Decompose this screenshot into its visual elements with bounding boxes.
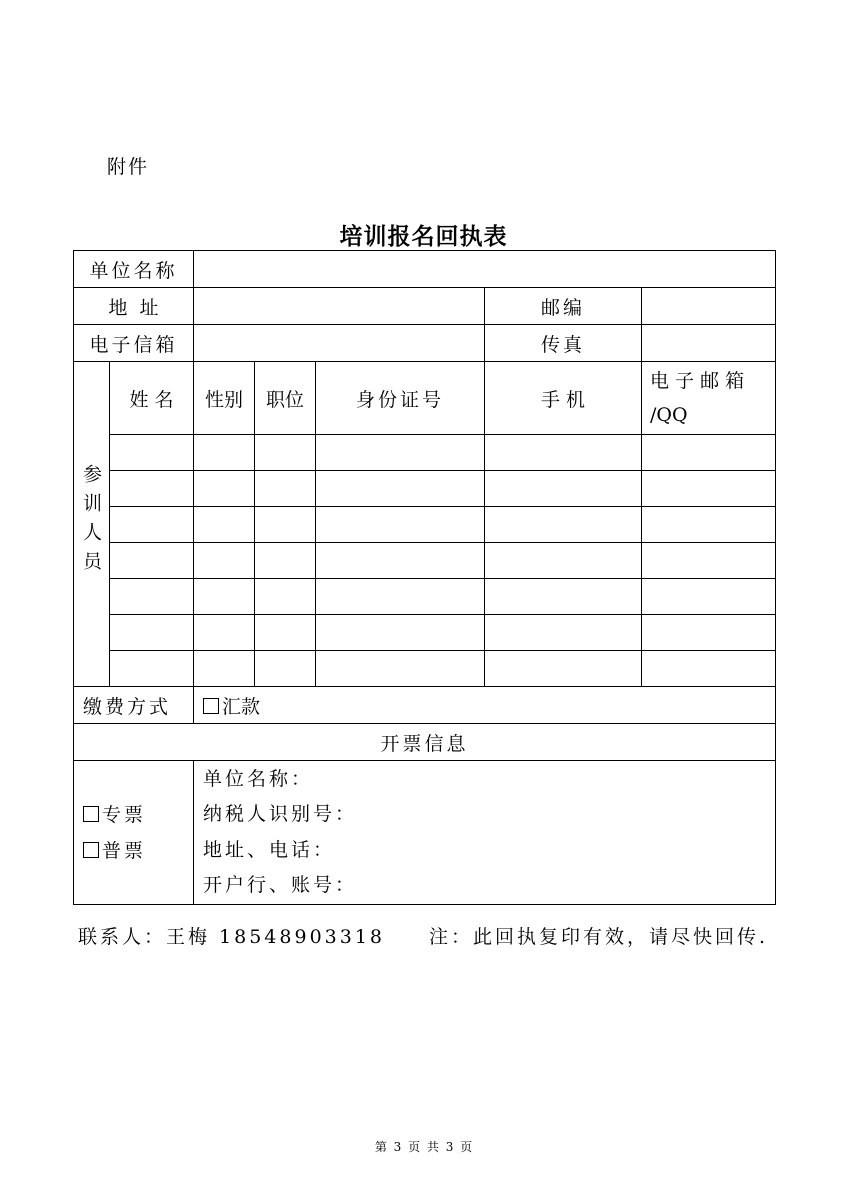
participant-name-cell[interactable]	[110, 615, 194, 651]
fax-label: 传真	[485, 325, 642, 362]
participants-group-text: 参训人员	[80, 463, 102, 580]
participant-gender-cell[interactable]	[194, 543, 255, 579]
participant-name-cell[interactable]	[110, 579, 194, 615]
participant-position-cell[interactable]	[255, 651, 316, 687]
page-number: 第 3 页 共 3 页	[374, 1140, 473, 1154]
participant-row	[74, 615, 776, 651]
participant-mobile-cell[interactable]	[485, 471, 642, 507]
participant-position-cell[interactable]	[255, 579, 316, 615]
receipt-note: 注：此回执复印有效，请尽快回传.	[429, 926, 769, 948]
participant-row	[74, 471, 776, 507]
invoice-type-normal	[83, 833, 193, 869]
participant-email-cell[interactable]	[642, 615, 776, 651]
footer-line	[78, 922, 768, 949]
col-email-qq-header	[642, 362, 776, 435]
normal-invoice-label: 普票	[102, 839, 147, 862]
participant-mobile-cell[interactable]	[485, 615, 642, 651]
participant-gender-cell[interactable]	[194, 507, 255, 543]
participant-position-cell[interactable]	[255, 507, 316, 543]
participants-header-row	[74, 362, 776, 435]
participant-position-cell[interactable]	[255, 615, 316, 651]
address-label	[74, 288, 194, 325]
participant-name-cell[interactable]	[110, 651, 194, 687]
col-name-header: 姓 名	[110, 362, 194, 435]
participant-name-cell[interactable]	[110, 435, 194, 471]
col-gender-header: 性别	[194, 362, 255, 435]
org-name-row	[74, 251, 776, 288]
participant-name-cell[interactable]	[110, 471, 194, 507]
participant-gender-cell[interactable]	[194, 615, 255, 651]
fax-field[interactable]	[642, 325, 776, 362]
participant-email-cell[interactable]	[642, 579, 776, 615]
address-row	[74, 288, 776, 325]
participant-mobile-cell[interactable]	[485, 435, 642, 471]
col-id-number-header: 身份证号	[316, 362, 485, 435]
invoice-type-options	[74, 761, 194, 905]
remittance-option-label: 汇款	[222, 695, 261, 718]
col-position-header: 职位	[255, 362, 316, 435]
email-row	[74, 325, 776, 362]
email-field[interactable]	[194, 325, 485, 362]
participant-id-cell[interactable]	[316, 471, 485, 507]
participant-mobile-cell[interactable]	[485, 507, 642, 543]
invoice-details-row	[74, 761, 776, 905]
email-label: 电子信箱	[74, 325, 194, 362]
invoice-field-bank-account[interactable]: 开户行、账号：	[203, 874, 358, 896]
participant-mobile-cell[interactable]	[485, 543, 642, 579]
participant-position-cell[interactable]	[255, 543, 316, 579]
participant-gender-cell[interactable]	[194, 579, 255, 615]
invoice-title-row	[74, 724, 776, 761]
participant-id-cell[interactable]	[316, 507, 485, 543]
invoice-type-special	[83, 797, 193, 833]
normal-invoice-checkbox[interactable]	[83, 842, 99, 858]
payment-options	[194, 687, 776, 724]
participant-position-cell[interactable]	[255, 435, 316, 471]
participant-id-cell[interactable]	[316, 651, 485, 687]
participant-row	[74, 543, 776, 579]
invoice-fields	[194, 761, 776, 905]
participant-email-cell[interactable]	[642, 651, 776, 687]
participant-gender-cell[interactable]	[194, 471, 255, 507]
postcode-label: 邮编	[485, 288, 642, 325]
address-field[interactable]	[194, 288, 485, 325]
participant-id-cell[interactable]	[316, 435, 485, 471]
payment-label: 缴费方式	[74, 687, 194, 724]
address-label-text: 地 址	[108, 296, 159, 319]
participant-email-cell[interactable]	[642, 507, 776, 543]
payment-row	[74, 687, 776, 724]
participant-row	[74, 435, 776, 471]
participant-email-cell[interactable]	[642, 435, 776, 471]
participant-id-cell[interactable]	[316, 615, 485, 651]
org-name-label: 单位名称	[74, 251, 194, 288]
postcode-field[interactable]	[642, 288, 776, 325]
participant-name-cell[interactable]	[110, 507, 194, 543]
participant-email-cell[interactable]	[642, 471, 776, 507]
special-invoice-label: 专票	[102, 803, 147, 826]
registration-form-table	[73, 250, 776, 905]
participant-mobile-cell[interactable]	[485, 651, 642, 687]
participant-row	[74, 579, 776, 615]
participants-group-label	[74, 362, 110, 687]
org-name-field[interactable]	[194, 251, 776, 288]
participant-gender-cell[interactable]	[194, 435, 255, 471]
invoice-field-tax-id[interactable]: 纳税人识别号：	[203, 803, 358, 825]
remittance-checkbox[interactable]	[203, 698, 219, 714]
participant-row	[74, 507, 776, 543]
participant-name-cell[interactable]	[110, 543, 194, 579]
invoice-field-address-phone[interactable]: 地址、电话：	[203, 838, 336, 861]
participant-id-cell[interactable]	[316, 579, 485, 615]
participant-mobile-cell[interactable]	[485, 579, 642, 615]
invoice-section-title: 开票信息	[74, 724, 776, 761]
participant-row	[74, 651, 776, 687]
participant-position-cell[interactable]	[255, 471, 316, 507]
col-email-qq-line1: 电 子 邮 箱	[650, 370, 745, 392]
contact-info: 联系人：王梅 18548903318	[78, 926, 386, 948]
participant-email-cell[interactable]	[642, 543, 776, 579]
invoice-field-org-name[interactable]: 单位名称：	[203, 767, 314, 790]
special-invoice-checkbox[interactable]	[83, 806, 99, 822]
attachment-label: 附件	[107, 156, 150, 178]
participant-id-cell[interactable]	[316, 543, 485, 579]
form-title: 培训报名回执表	[339, 223, 508, 250]
participant-gender-cell[interactable]	[194, 651, 255, 687]
col-mobile-header: 手 机	[485, 362, 642, 435]
col-email-qq-line2: /QQ	[650, 404, 688, 426]
